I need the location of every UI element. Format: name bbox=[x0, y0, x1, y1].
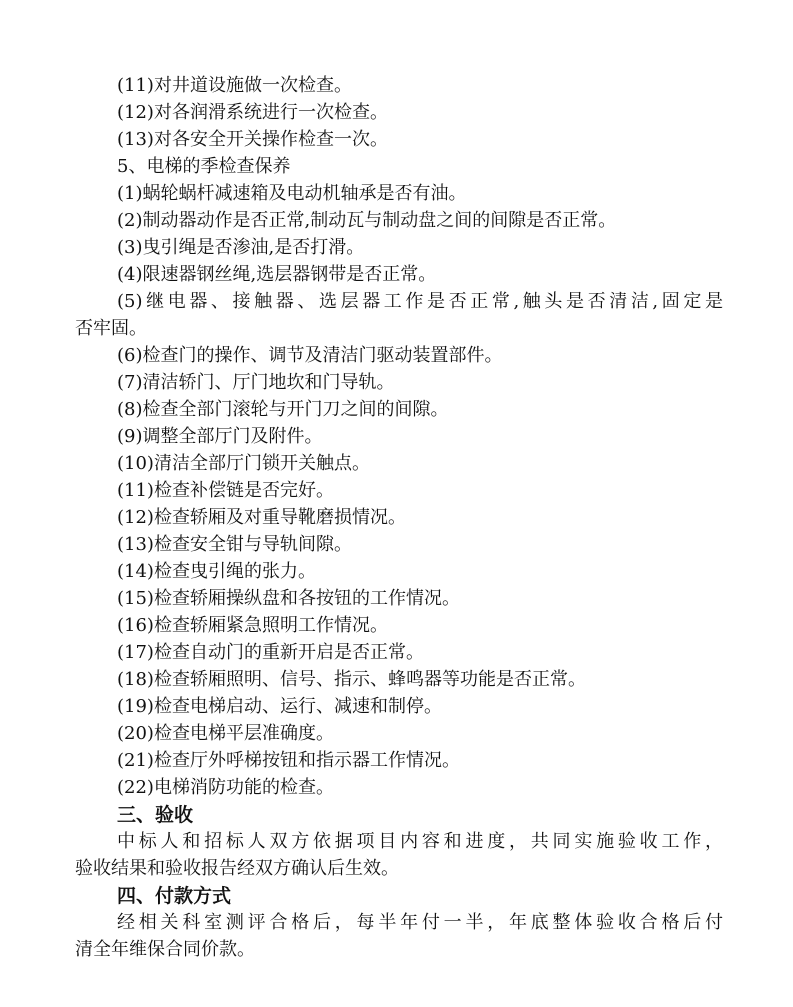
section4-heading: 四、付款方式 bbox=[117, 885, 232, 907]
s5-item-5-line2: 否牢固。 bbox=[75, 318, 147, 339]
s5-item-21: (21)检查厅外呼梯按钮和指示器工作情况。 bbox=[117, 750, 460, 771]
s5-item-1: (1)蜗轮蜗杆减速箱及电动机轴承是否有油。 bbox=[117, 183, 467, 204]
s5-item-2: (2)制动器动作是否正常,制动瓦与制动盘之间的间隙是否正常。 bbox=[117, 210, 617, 231]
s5-item-16: (16)检查轿厢紧急照明工作情况。 bbox=[117, 615, 388, 636]
s5-item-5-line1: (5)继电器、接触器、选层器工作是否正常,触头是否清洁,固定是 bbox=[117, 291, 723, 312]
section4-line1: 经相关科室测评合格后，每半年付一半，年底整体验收合格后付 bbox=[117, 912, 723, 933]
s5-item-10: (10)清洁全部厅门锁开关触点。 bbox=[117, 453, 370, 474]
s5-item-8: (8)检查全部门滚轮与开门刀之间的间隙。 bbox=[117, 399, 449, 420]
s5-item-13: (13)检查安全钳与导轨间隙。 bbox=[117, 534, 352, 555]
section3-line1: 中标人和招标人双方依据项目内容和进度，共同实施验收工作， bbox=[117, 831, 723, 852]
section3-line2: 验收结果和验收报告经双方确认后生效。 bbox=[75, 858, 399, 879]
s5-item-12: (12)检查轿厢及对重导靴磨损情况。 bbox=[117, 507, 406, 528]
s5-item-17: (17)检查自动门的重新开启是否正常。 bbox=[117, 642, 424, 663]
s5-item-15: (15)检查轿厢操纵盘和各按钮的工作情况。 bbox=[117, 588, 460, 609]
s5-item-3: (3)曳引绳是否渗油,是否打滑。 bbox=[117, 237, 365, 258]
s5-item-14: (14)检查曳引绳的张力。 bbox=[117, 561, 316, 582]
s5-item-22: (22)电梯消防功能的检查。 bbox=[117, 777, 334, 798]
item-11-line: (11)对井道设施做一次检查。 bbox=[117, 75, 352, 96]
s5-item-6: (6)检查门的操作、调节及清洁门驱动装置部件。 bbox=[117, 345, 503, 366]
s5-item-20: (20)检查电梯平层准确度。 bbox=[117, 723, 334, 744]
item-12-line: (12)对各润滑系统进行一次检查。 bbox=[117, 102, 388, 123]
section4-line2: 清全年维保合同价款。 bbox=[75, 939, 255, 960]
s5-item-7: (7)清洁轿门、厅门地坎和门导轨。 bbox=[117, 372, 395, 393]
section5-heading: 5、电梯的季检查保养 bbox=[117, 156, 291, 177]
s5-item-4: (4)限速器钢丝绳,选层器钢带是否正常。 bbox=[117, 264, 437, 285]
s5-item-19: (19)检查电梯启动、运行、减速和制停。 bbox=[117, 696, 442, 717]
s5-item-9: (9)调整全部厅门及附件。 bbox=[117, 426, 323, 447]
item-13-line: (13)对各安全开关操作检查一次。 bbox=[117, 129, 388, 150]
s5-item-18: (18)检查轿厢照明、信号、指示、蜂鸣器等功能是否正常。 bbox=[117, 669, 586, 690]
section3-heading: 三、验收 bbox=[117, 804, 194, 826]
s5-item-11: (11)检查补偿链是否完好。 bbox=[117, 480, 334, 501]
